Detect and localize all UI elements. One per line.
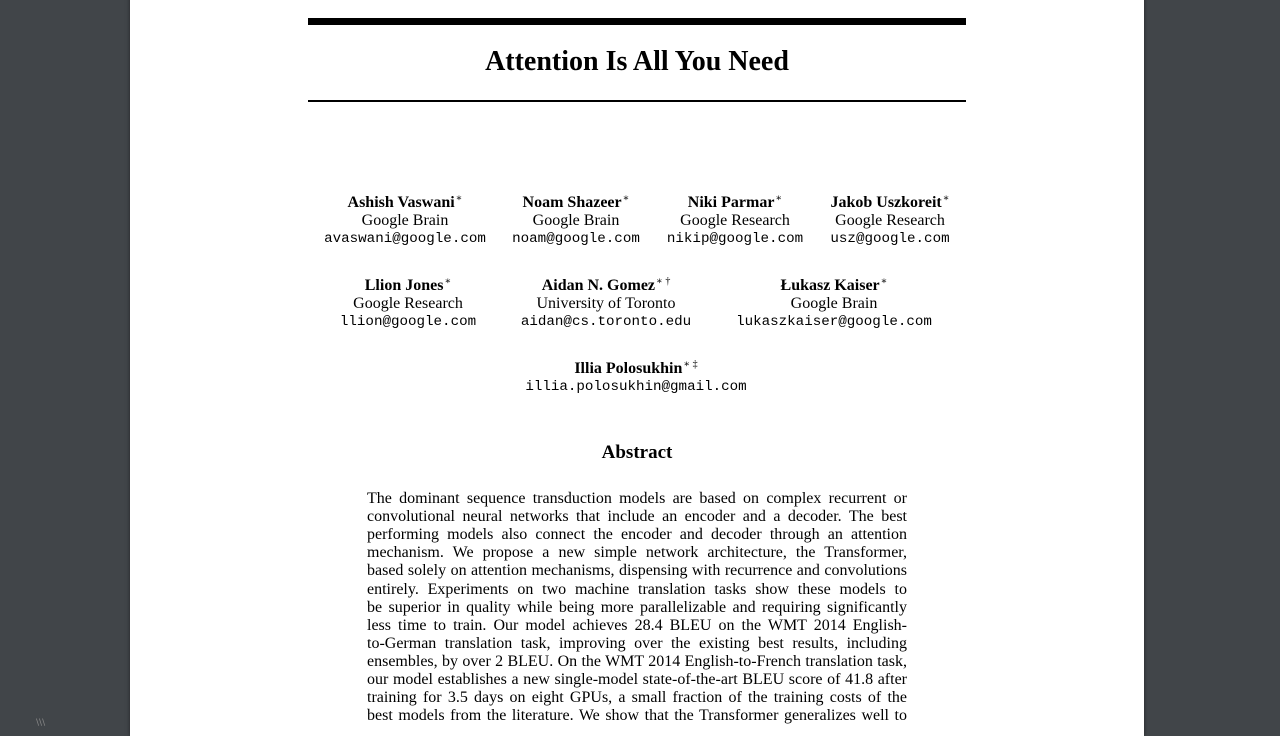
author-marks: ∗ ‡ (683, 359, 698, 370)
author-affiliation: University of Toronto (536, 295, 676, 312)
pdf-page[interactable] (130, 0, 1144, 736)
abstract-line: our model establishes a new single-model state-of-the-art BLEU score of 41.8 after (367, 671, 907, 688)
author-block (830, 194, 949, 249)
author-affiliation: Google Brain (790, 295, 878, 312)
abstract-line: performing models also connect the encoder and decoder through an attention (367, 526, 907, 544)
title-top-rule (308, 18, 966, 25)
author-affiliation: Google Research (353, 295, 463, 312)
author-email: llion@google.com (339, 314, 477, 330)
abstract-line: ensembles, by over 2 BLEU. On the WMT 2014 English-to-French translation task, (367, 652, 907, 670)
abstract-line: to-German translation task, improving over the existing best results, including (367, 634, 907, 652)
author-name: Illia Polosukhin (574, 360, 683, 377)
author-marks: ∗ (942, 193, 950, 204)
author-name: Aidan N. Gomez (541, 277, 656, 294)
abstract-line: best models from the literature. We show that the Transformer generalizes well to (367, 707, 907, 725)
author-name: Łukasz Kaiser (780, 277, 880, 294)
author-block (340, 277, 476, 332)
abstract-line: training for 3.5 days on eight GPUs, a small fraction of the training costs of the (367, 689, 907, 707)
abstract-line: less time to train. Our model achieves 28.4 BLEU on the WMT 2014 English- (367, 616, 907, 634)
abstract-line: be superior in quality while being more parallelizable and requiring significantly (367, 598, 907, 616)
author-name: Ashish Vaswani (347, 194, 455, 211)
paper-title: Attention Is All You Need (485, 46, 789, 77)
author-affiliation: Google Brain (532, 212, 620, 229)
abstract-line: The dominant sequence transduction models are based on complex recurrent or (367, 490, 907, 507)
author-email: noam@google.com (512, 231, 640, 247)
page-edge-mark: \\\ (36, 718, 46, 728)
author-email: avaswani@google.com (324, 231, 486, 247)
author-marks: ∗ (444, 276, 452, 287)
author-marks: ∗ (880, 276, 888, 287)
author-block (324, 194, 486, 249)
author-block (667, 194, 803, 249)
abstract-line: entirely. Experiments on two machine translation tasks show these models to (367, 580, 907, 598)
author-email: nikip@google.com (666, 231, 804, 247)
author-block (521, 277, 691, 332)
author-name: Noam Shazeer (522, 194, 622, 211)
author-marks: ∗ (775, 193, 783, 204)
abstract-line: based solely on attention mechanisms, dispensing with recurrence and convolutions (367, 562, 907, 580)
author-affiliation: Google Research (680, 212, 790, 229)
author-email: illia.polosukhin@gmail.com (525, 379, 747, 395)
author-block (512, 194, 640, 249)
author-marks: ∗ † (656, 276, 671, 287)
author-block (736, 277, 932, 332)
abstract-line: convolutional neural networks that include an encoder and a decoder. The best (367, 508, 907, 526)
abstract-line: mechanism. We propose a new simple network architecture, the Transformer, (367, 544, 907, 562)
author-name: Jakob Uszkoreit (830, 194, 942, 211)
author-marks: ∗ (622, 193, 630, 204)
author-affiliation: Google Brain (361, 212, 449, 229)
author-email: usz@google.com (830, 231, 950, 247)
author-name: Llion Jones (364, 277, 444, 294)
author-name: Niki Parmar (687, 194, 775, 211)
author-email: aidan@cs.toronto.edu (520, 314, 692, 330)
abstract-heading: Abstract (601, 442, 673, 463)
author-affiliation: Google Research (835, 212, 945, 229)
author-block (525, 360, 746, 397)
title-bottom-rule (308, 100, 966, 102)
author-email: lukaszkaiser@google.com (736, 314, 932, 330)
author-marks: ∗ (455, 193, 463, 204)
